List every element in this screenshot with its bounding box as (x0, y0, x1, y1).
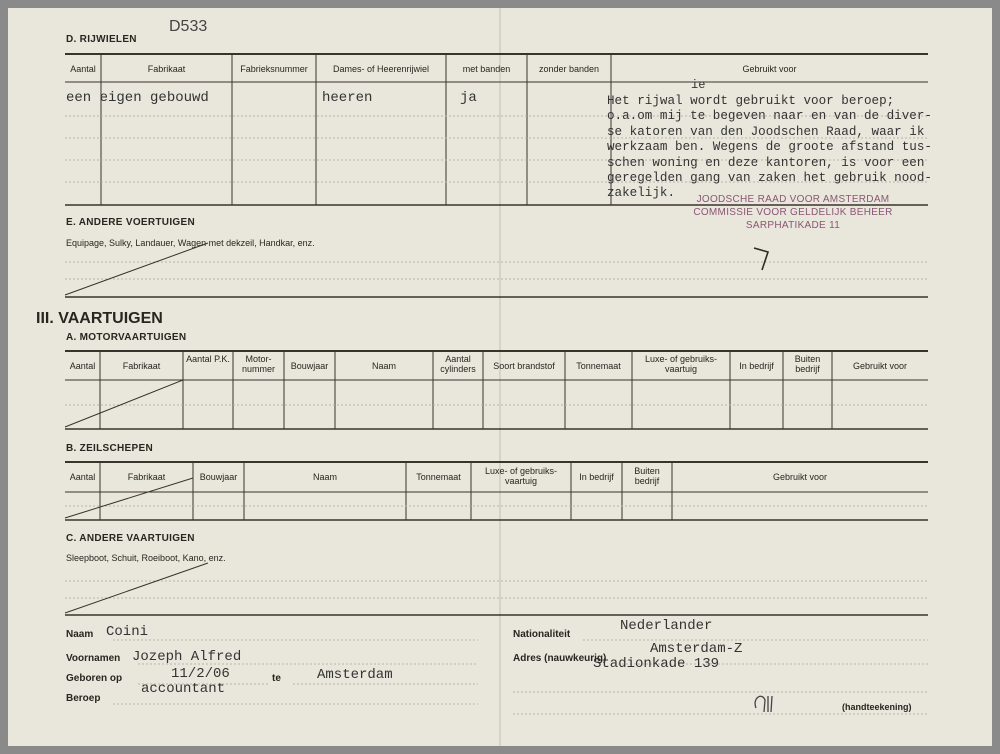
stamp-line: SARPHATIKADE 11 (745, 220, 841, 231)
d-header-met-banden: met banden (462, 64, 511, 74)
handtekening-label: (handteekening) (842, 702, 912, 712)
te-label: te (272, 673, 281, 684)
b-header-aantal: Aantal (69, 472, 96, 482)
nationaliteit-value: Nederlander (620, 618, 713, 634)
b-header-gebruikt-voor: Gebruikt voor (772, 472, 828, 482)
gebruikt-line: schen woning en deze kantoren, is voor een (607, 155, 925, 170)
gebruikt-line: Het rijwal wordt gebruikt voor beroep; (607, 94, 895, 108)
organization-stamp (668, 194, 918, 231)
adres-line2: Stadionkade 139 (593, 656, 720, 672)
gebruikt-line: o.a.om mij te begeven naar en van de diver- (607, 109, 932, 124)
section-iii-title: III. VAARTUIGEN (36, 310, 163, 327)
a-header-in-bedrijf: In bedrijf (739, 361, 774, 371)
a-header-motornummer: Motor- nummer (241, 354, 275, 374)
d-entry-banden: ja (460, 90, 477, 106)
d-entry-fabrikaat: een eigen gebouwd (66, 90, 209, 106)
d-gebruikt-voor-text (607, 94, 932, 202)
a-header-gebruikt-voor: Gebruikt voor (852, 361, 908, 371)
d-header-fabrieksnummer: Fabrieksnummer (240, 64, 308, 74)
section-c-subtitle: Sleepboot, Schuit, Roeiboot, Kano, enz. (66, 553, 226, 563)
beroep-value: accountant (141, 681, 226, 697)
d-header-zonder-banden: zonder banden (538, 64, 600, 74)
form-sheet (8, 8, 992, 746)
section-a-title: A. MOTORVAARTUIGEN (66, 332, 187, 343)
beroep-label: Beroep (66, 693, 101, 704)
naam-value: Coini (106, 624, 149, 640)
section-e-subtitle: Equipage, Sulky, Landauer, Wagen met dekzeil, Handkar, enz. (66, 238, 315, 248)
section-d-title: D. RIJWIELEN (66, 34, 137, 45)
a-header-aantal: Aantal (69, 361, 96, 371)
d-entry-type: heeren (322, 90, 373, 106)
d-header-fabrikaat: Fabrikaat (147, 64, 186, 74)
naam-label: Naam (66, 629, 94, 640)
stamp-initial-mark (754, 248, 768, 270)
a-header-buiten-bedrijf: Buiten bedrijf (794, 354, 821, 374)
geboren-value: 11/2/06 (171, 666, 230, 682)
gebruikt-line: werkzaam ben. Wegens de groote afstand tus- (607, 140, 932, 155)
b-header-buiten-bedrijf: Buiten bedrijf (634, 466, 660, 486)
annotation-code: D533 (169, 18, 208, 35)
d-header-aantal: Aantal (70, 64, 96, 74)
signature-mark (755, 696, 772, 712)
b-header-luxe-gebruiks: Luxe- of gebruiks- vaartuig (484, 466, 558, 486)
b-header-tonnemaat: Tonnemaat (416, 472, 461, 482)
section-e-title: E. ANDERE VOERTUIGEN (66, 217, 195, 228)
adres-line1: Amsterdam-Z (650, 641, 743, 657)
a-header-naam: Naam (371, 361, 396, 371)
b-header-in-bedrijf: In bedrijf (579, 472, 614, 482)
a-header-soort-brandstof: Soort brandstof (493, 361, 555, 371)
geboren-label: Geboren op (66, 673, 123, 684)
section-b-title: B. ZEILSCHEPEN (66, 443, 153, 454)
a-header-bouwjaar: Bouwjaar (290, 361, 329, 371)
nationaliteit-label: Nationaliteit (513, 629, 571, 640)
a-header-aantal-pk: Aantal P.K. (186, 354, 230, 364)
voornamen-value: Jozeph Alfred (132, 649, 242, 665)
section-c-title: C. ANDERE VAARTUIGEN (66, 533, 195, 544)
a-header-luxe-gebruiks: Luxe- of gebruiks- vaartuig (644, 354, 718, 374)
d-header-gebruikt-voor: Gebruikt voor (742, 64, 797, 74)
voornamen-label: Voornamen (66, 653, 121, 664)
stamp-line: JOODSCHE RAAD VOOR AMSTERDAM (696, 194, 890, 205)
b-header-bouwjaar: Bouwjaar (199, 472, 238, 482)
a-header-aantal-cylinders: Aantal cylinders (440, 354, 476, 374)
d-header-dames-heeren: Dames- of Heerenrijwiel (332, 64, 430, 74)
d-gebruikt-insert: ie (691, 78, 706, 92)
stamp-line: COMMISSIE VOOR GELDELIJK BEHEER (693, 207, 893, 218)
a-header-tonnemaat: Tonnemaat (576, 361, 621, 371)
adres-label: Adres (nauwkeurig) (513, 653, 607, 664)
b-header-naam: Naam (312, 472, 337, 482)
te-value: Amsterdam (317, 667, 393, 683)
gebruikt-line: zakelijk. (607, 186, 676, 201)
b-header-fabrikaat: Fabrikaat (127, 472, 166, 482)
gebruikt-line: se katoren van den Joodschen Raad, waar ik (607, 124, 925, 139)
a-header-fabrikaat: Fabrikaat (122, 361, 161, 371)
gebruikt-line: geregelden gang van zaken het gebruik nood- (607, 171, 932, 186)
